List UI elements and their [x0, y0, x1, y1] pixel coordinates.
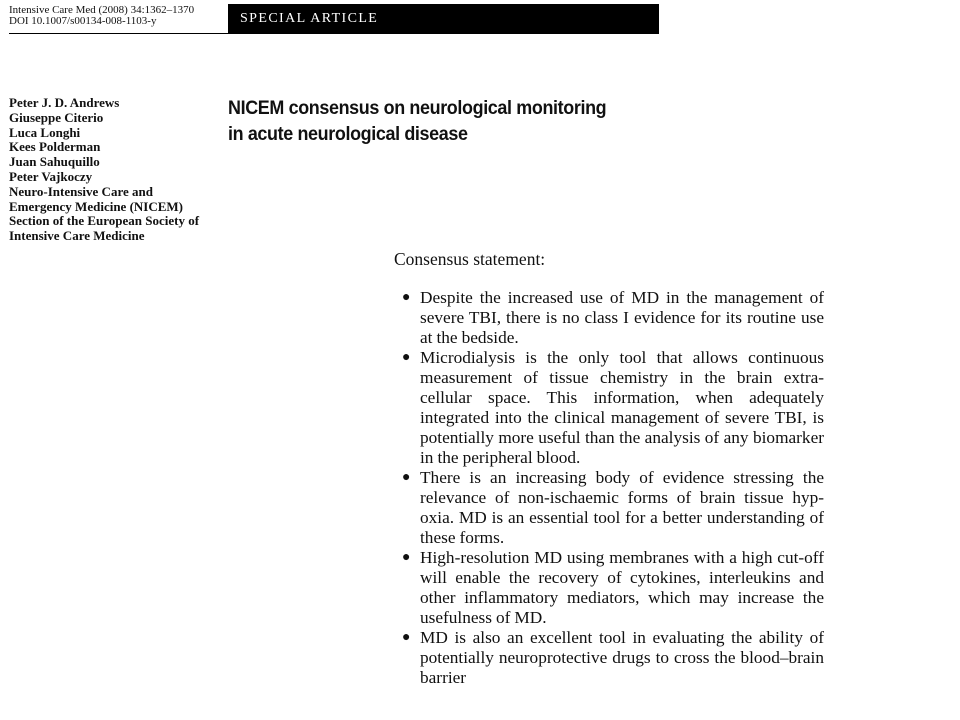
journal-citation-block — [9, 5, 194, 27]
author-line: Peter Vajkoczy — [9, 168, 93, 184]
journal-doi: DOI 10.1007/s00134-008-1103-y — [9, 15, 157, 27]
bullet-icon: ● — [402, 290, 411, 305]
affiliation-line: Neuro-Intensive Care and — [9, 183, 153, 199]
consensus-item — [400, 548, 824, 628]
author-line: Kees Polderman — [9, 139, 101, 155]
author-line: Peter J. D. Andrews — [9, 95, 120, 110]
consensus-item — [400, 348, 824, 468]
bullet-icon: ● — [402, 470, 411, 485]
consensus-item-text: There is an increasing body of evidence stressing the relevance of non-ischaemic forms of brain tissue hyp-oxia. MD is an essential tool for a better understanding of these forms. — [420, 468, 824, 547]
consensus-item-text: Despite the increased use of MD in the management of severe TBI, there is no class I evidence for its routine use at the bedside. — [420, 288, 824, 347]
consensus-item-text: Microdialysis is the only tool that allows continuous measurement of tissue chemistry in the brain extra-cellular space. This information, when adequately integrated into the clinical management of severe TBI, is potentially more useful than the analysis of any biomarker in the peripheral blood. — [420, 348, 824, 467]
bullet-icon: ● — [402, 350, 411, 365]
title-line-1: NICEM consensus on neurological monitoring — [228, 97, 607, 119]
consensus-list — [400, 288, 824, 688]
consensus-item-text: MD is also an excellent tool in evaluating the ability of potentially neuroprotective drugs to cross the blood–brain barrier — [420, 628, 824, 687]
author-list — [9, 96, 199, 244]
section-label: SPECIAL ARTICLE — [240, 11, 379, 26]
author-line: Juan Sahuquillo — [9, 154, 100, 170]
journal-citation: Intensive Care Med (2008) 34:1362–1370 — [9, 4, 195, 16]
affiliation-line: Intensive Care Medicine — [9, 228, 145, 244]
consensus-item — [400, 468, 824, 548]
author-line: Giuseppe Citerio — [9, 109, 104, 125]
section-banner — [228, 4, 659, 34]
header-rule — [9, 33, 228, 34]
title-line-2: in acute neurological disease — [228, 123, 468, 145]
consensus-item — [400, 288, 824, 348]
affiliation-line: Emergency Medicine (NICEM) — [9, 198, 184, 214]
consensus-item — [400, 628, 824, 688]
consensus-item-text: High-resolution MD using membranes with a high cut-off will enable the recovery of cytokines, interleukins and other inflammatory mediators, which may increase the usefulness of MD. — [420, 548, 824, 627]
consensus-heading: Consensus statement: — [394, 249, 546, 269]
author-line: Luca Longhi — [9, 124, 81, 140]
bullet-icon: ● — [402, 630, 411, 645]
article-title — [228, 95, 606, 147]
affiliation-line: Section of the European Society of — [9, 213, 200, 229]
bullet-icon: ● — [402, 550, 411, 565]
